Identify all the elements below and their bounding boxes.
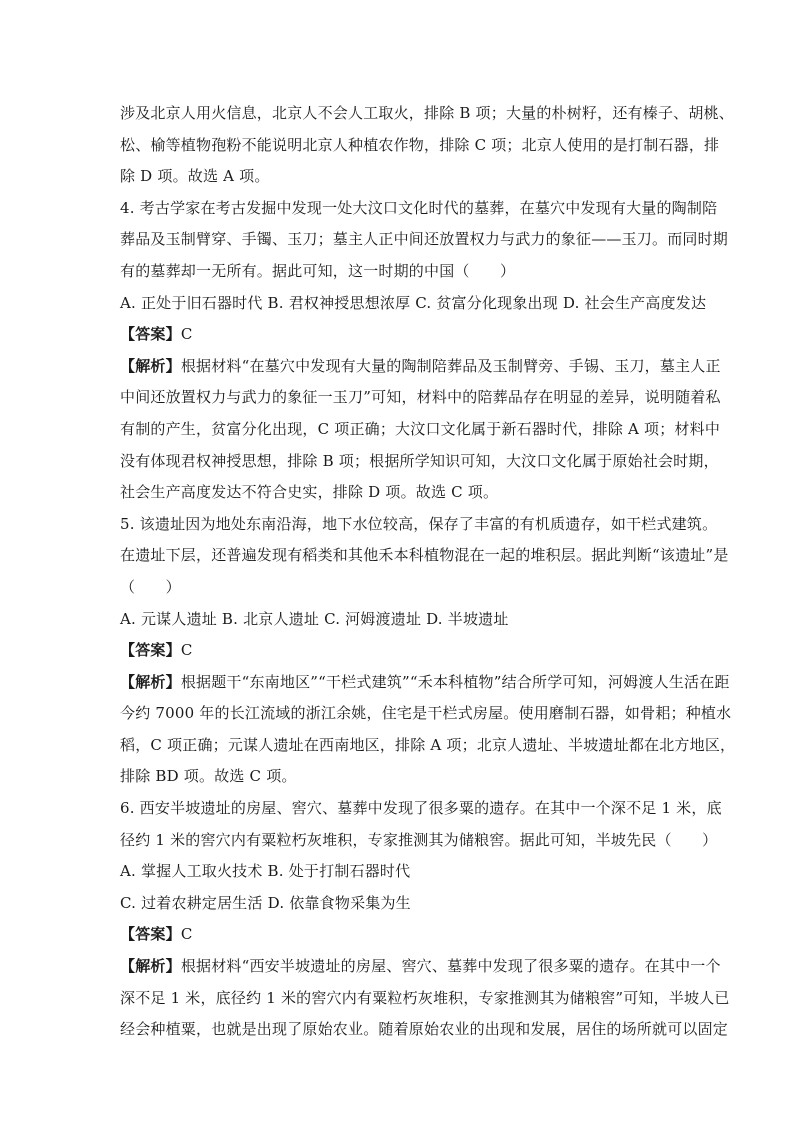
question-stem: 葬品及玉制臂穿、手镯、玉刀；墓主人正中间还放置权力与武力的象征——玉刀。而同时期 bbox=[120, 230, 729, 249]
analysis-label: 【解析】 bbox=[120, 672, 181, 691]
question-stem: （ ） bbox=[120, 577, 181, 596]
document-page bbox=[120, 98, 736, 1046]
analysis-line bbox=[120, 351, 721, 383]
question-stem: 有的墓葬却一无所有。据此可知，这一时期的中国（ ） bbox=[120, 261, 516, 280]
analysis-text: 根据材料“在墓穴中发现有大量的陶制陪葬品及玉制臂旁、手锡、玉刀，墓主人正 bbox=[180, 356, 721, 375]
question-stem: 6. 西安半坡遗址的房屋、窖穴、墓葬中发现了很多粟的遗存。在其中一个深不足 1 米，底 bbox=[120, 799, 722, 818]
analysis-line: 有制的产生，贫富分化出现，C 项正确；大汶口文化属于新石器时代，排除 A 项；材料中 bbox=[120, 419, 721, 438]
question-stem: 4. 考古学家在考古发掘中发现一处大汶口文化时代的墓葬，在墓穴中发现有大量的陶制陪 bbox=[120, 198, 718, 217]
answer-value: C bbox=[180, 925, 193, 944]
question-stem: 5. 该遗址因为地处东南沿海，地下水位较高，保存了丰富的有机质遗存，如干栏式建筑。 bbox=[120, 514, 718, 533]
analysis-text: 根据题干“东南地区”“干栏式建筑”“禾本科植物”结合所学可知，河姆渡人生活在距 bbox=[180, 672, 730, 691]
question-6 bbox=[120, 793, 730, 1046]
question-stem: 在遗址下层，还普遍发现有稻类和其他禾本科植物混在一起的堆积层。据此判断“该遗址”是 bbox=[120, 546, 729, 565]
answer-value: C bbox=[180, 325, 193, 344]
analysis-line: 深不足 1 米，底径约 1 米的窖穴内有粟粒朽灰堆积，专家推测其为储粮窖”可知，半坡人已 bbox=[120, 988, 730, 1007]
answer-line bbox=[120, 635, 684, 667]
analysis-line: 社会生产高度发达不符合史实，排除 D 项。故选 C 项。 bbox=[120, 483, 499, 502]
answer-label: 【答案】 bbox=[120, 925, 181, 944]
analysis-text: 根据材料“西安半坡遗址的房屋、窖穴、墓葬中发现了很多粟的遗存。在其中一个 bbox=[180, 957, 721, 976]
question-options: A. 掌握人工取火技术 B. 处于打制石器时代 bbox=[120, 862, 411, 881]
answer-line bbox=[120, 319, 684, 351]
question-options: C. 过着农耕定居生活 D. 依靠食物采集为生 bbox=[120, 893, 411, 912]
analysis-line: 没有体现君权神授思想，排除 B 项；根据所学知识可知，大汶口文化属于原始社会时期， bbox=[120, 451, 719, 470]
analysis-line bbox=[120, 667, 730, 699]
question-5 bbox=[120, 509, 736, 793]
answer-value: C bbox=[180, 641, 193, 660]
analysis-line: 稻，C 项正确；元谋人遗址在西南地区，排除 A 项；北京人遗址、半坡遗址都在北方地区， bbox=[120, 735, 736, 754]
question-options: A. 元谋人遗址 B. 北京人遗址 C. 河姆渡遗址 D. 半坡遗址 bbox=[120, 609, 509, 628]
analysis-label: 【解析】 bbox=[120, 957, 181, 976]
analysis-line bbox=[120, 951, 721, 983]
answer-line bbox=[120, 919, 684, 951]
answer-label: 【答案】 bbox=[120, 325, 181, 344]
answer-label: 【答案】 bbox=[120, 641, 181, 660]
text-line: 除 D 项。故选 A 项。 bbox=[120, 167, 270, 186]
text-line: 松、榆等植物孢粉不能说明北京人种植农作物，排除 C 项；北京人使用的是打制石器，排 bbox=[120, 135, 720, 154]
analysis-line: 经会种植粟，也就是出现了原始农业。随着原始农业的出现和发展，居住的场所就可以固定 bbox=[120, 1020, 729, 1039]
question-4 bbox=[120, 193, 729, 509]
analysis-label: 【解析】 bbox=[120, 356, 181, 375]
question-stem: 径约 1 米的窖穴内有粟粒朽灰堆积，专家推测其为储粮窖。据此可知，半坡先民（ ） bbox=[120, 830, 718, 849]
text-line: 涉及北京人用火信息，北京人不会人工取火，排除 B 项；大量的朴树籽，还有榛子、胡桃、 bbox=[120, 104, 734, 122]
analysis-line: 排除 BD 项。故选 C 项。 bbox=[120, 767, 297, 786]
question-options: A. 正处于旧石器时代 B. 君权神授思想浓厚 C. 贫富分化现象出现 D. 社会生产高度发达 bbox=[120, 293, 707, 312]
analysis-line: 中间还放置权力与武力的象征一玉刀”可知，材料中的陪葬品存在明显的差异，说明随着私 bbox=[120, 388, 721, 407]
analysis-line: 今约 7000 年的长江流域的浙江余姚，住宅是干栏式房屋。使用磨制石器，如骨耜；种植水 bbox=[120, 704, 732, 723]
